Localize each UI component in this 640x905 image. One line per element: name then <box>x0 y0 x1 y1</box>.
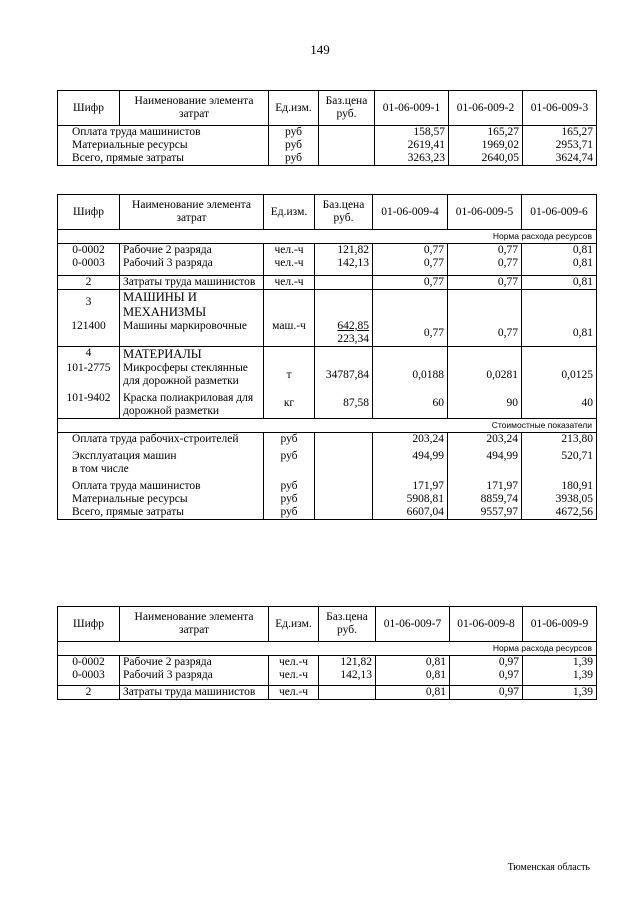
row-value: 0,77 <box>448 244 522 258</box>
row-value: 60 <box>373 388 448 419</box>
resource-table-2 <box>57 194 597 520</box>
table-row <box>58 669 597 686</box>
norm-label-row <box>58 230 597 244</box>
cost-value: 520,71 <box>522 446 597 463</box>
row-unit: руб <box>269 126 319 140</box>
cost-value: 180,91 <box>522 480 597 493</box>
row-name: Машины маркировочные <box>120 320 264 347</box>
row-name: Оплата труда машинистов <box>58 126 269 140</box>
row-value: 0,81 <box>522 257 597 276</box>
table-row <box>58 362 597 388</box>
table-row <box>58 656 597 670</box>
cost-value: 494,99 <box>448 446 522 463</box>
header-code: Шифр <box>58 91 120 126</box>
row-value: 165,27 <box>449 126 523 140</box>
table-row <box>58 152 597 166</box>
cost-value: 203,24 <box>448 433 522 447</box>
row-value: 0,97 <box>450 656 523 670</box>
header-price: Баз.цена руб. <box>315 195 373 230</box>
row-code: 0-0002 <box>58 244 120 258</box>
row-value: 0,77 <box>373 257 448 276</box>
row-name: Рабочие 2 разряда <box>120 656 269 670</box>
header-unit: Ед.изм. <box>269 91 319 126</box>
cost-value: 6607,04 <box>373 506 448 520</box>
header-unit: Ед.изм. <box>269 607 319 642</box>
resource-table-1 <box>57 90 597 166</box>
row-value: 0,81 <box>522 320 597 347</box>
header-col: 01-06-009-1 <box>375 91 449 126</box>
cost-row <box>58 480 597 493</box>
header-code: Шифр <box>58 195 120 230</box>
cost-value: 171,97 <box>448 480 522 493</box>
row-value: 3263,23 <box>375 152 449 166</box>
cost-unit: руб <box>264 446 315 463</box>
header-name: Наименование элемента затрат <box>120 607 269 642</box>
table-row <box>58 388 597 419</box>
row-price: 121,82 <box>319 656 376 670</box>
row-code: 101-9402 <box>58 388 120 419</box>
row-name: Микросферы стеклянные для дорожной разметки <box>120 362 264 388</box>
row-unit: чел.-ч <box>269 669 319 686</box>
footer-region-label: Тюменская область <box>507 862 590 873</box>
row-code: 0-0003 <box>58 257 120 276</box>
table-header-row <box>58 91 597 126</box>
row-code: 0-0002 <box>58 656 120 670</box>
row-price: 142,13 <box>315 257 373 276</box>
row-code: 2 <box>58 686 120 700</box>
row-value: 40 <box>522 388 597 419</box>
table-header-row <box>58 607 597 642</box>
cost-unit: руб <box>264 493 315 506</box>
cost-unit: руб <box>264 506 315 520</box>
row-value: 0,0125 <box>522 362 597 388</box>
section-code: 4 <box>58 347 120 363</box>
section-row <box>58 347 597 363</box>
norm-label: Норма расхода ресурсов <box>58 230 597 244</box>
row-value: 0,97 <box>450 669 523 686</box>
cost-label: Стоимостные показатели <box>373 419 597 433</box>
table-row <box>58 139 597 152</box>
header-col: 01-06-009-3 <box>523 91 597 126</box>
cost-value: 4672,56 <box>522 506 597 520</box>
row-value: 165,27 <box>523 126 597 140</box>
row-code: 2 <box>58 276 120 290</box>
row-name: Затраты труда машинистов <box>120 686 269 700</box>
header-name: Наименование элемента затрат <box>120 195 264 230</box>
row-code: 121400 <box>58 320 120 347</box>
row-name: Материальные ресурсы <box>58 139 269 152</box>
section-title: МАТЕРИАЛЫ <box>120 347 264 363</box>
header-col: 01-06-009-9 <box>523 607 597 642</box>
row-name: Краска полиакриловая для дорожной разметки <box>120 388 264 419</box>
cost-unit: руб <box>264 480 315 493</box>
row-unit: кг <box>264 388 315 419</box>
row-unit: чел.-ч <box>269 686 319 700</box>
row-price: 34787,84 <box>315 362 373 388</box>
cost-value: 3938,05 <box>522 493 597 506</box>
header-unit: Ед.изм. <box>264 195 315 230</box>
norm-label: Норма расхода ресурсов <box>58 642 597 656</box>
price-secondary: 223,34 <box>337 333 369 345</box>
cost-row <box>58 493 597 506</box>
row-value: 0,81 <box>522 276 597 290</box>
row-unit: руб <box>269 152 319 166</box>
row-unit: руб <box>269 139 319 152</box>
cost-name: Эксплуатация машин <box>58 446 264 463</box>
row-value: 0,81 <box>376 669 450 686</box>
row-value: 2953,71 <box>523 139 597 152</box>
row-value: 1969,02 <box>449 139 523 152</box>
row-value: 158,57 <box>375 126 449 140</box>
row-value: 2619,41 <box>375 139 449 152</box>
section-row <box>58 290 597 321</box>
row-name: Рабочие 2 разряда <box>120 244 264 258</box>
cost-label-row <box>58 419 597 433</box>
cost-value: 171,97 <box>373 480 448 493</box>
row-unit: чел.-ч <box>264 276 315 290</box>
cost-value: 494,99 <box>373 446 448 463</box>
cost-value: 5908,81 <box>373 493 448 506</box>
table-row <box>58 320 597 347</box>
cost-value: 9557,97 <box>448 506 522 520</box>
row-value: 0,81 <box>376 656 450 670</box>
cost-unit: руб <box>264 433 315 447</box>
header-price: Баз.цена руб. <box>319 91 375 126</box>
row-name: Рабочий 3 разряда <box>120 257 264 276</box>
row-value: 1,39 <box>523 686 597 700</box>
row-value: 0,77 <box>373 320 448 347</box>
row-name: Всего, прямые затраты <box>58 152 269 166</box>
cost-name: Оплата труда рабочих-строителей <box>58 433 264 447</box>
table-row <box>58 126 597 140</box>
row-value: 1,39 <box>523 669 597 686</box>
header-col: 01-06-009-2 <box>449 91 523 126</box>
header-name: Наименование элемента затрат <box>120 91 269 126</box>
row-value: 0,77 <box>448 276 522 290</box>
row-price: 142,13 <box>319 669 376 686</box>
row-value: 90 <box>448 388 522 419</box>
row-price: 121,82 <box>315 244 373 258</box>
resource-table-3 <box>57 606 597 700</box>
row-value: 0,77 <box>448 257 522 276</box>
page-number: 149 <box>310 42 330 57</box>
header-col: 01-06-009-8 <box>450 607 523 642</box>
table-row <box>58 686 597 700</box>
row-unit: т <box>264 362 315 388</box>
table-row <box>58 257 597 276</box>
header-col: 01-06-009-5 <box>448 195 522 230</box>
cost-value: 203,24 <box>373 433 448 447</box>
table-header-row <box>58 195 597 230</box>
cost-value: 213,80 <box>522 433 597 447</box>
header-col: 01-06-009-7 <box>376 607 450 642</box>
row-unit: чел.-ч <box>264 257 315 276</box>
row-value: 0,97 <box>450 686 523 700</box>
row-code: 101-2775 <box>58 362 120 388</box>
row-unit: чел.-ч <box>269 656 319 670</box>
row-code: 0-0003 <box>58 669 120 686</box>
table-row <box>58 244 597 258</box>
row-value: 3624,74 <box>523 152 597 166</box>
row-value: 0,0188 <box>373 362 448 388</box>
table-row <box>58 276 597 290</box>
cost-row <box>58 433 597 447</box>
row-value: 2640,05 <box>449 152 523 166</box>
row-value: 0,77 <box>373 276 448 290</box>
header-col: 01-06-009-4 <box>373 195 448 230</box>
row-value: 0,81 <box>522 244 597 258</box>
section-code: 3 <box>58 290 120 321</box>
section-title: МАШИНЫ И МЕХАНИЗМЫ <box>120 290 264 321</box>
cost-row <box>58 506 597 520</box>
cost-name: в том числе <box>58 463 264 480</box>
cost-name: Оплата труда машинистов <box>58 480 264 493</box>
row-value: 0,77 <box>448 320 522 347</box>
row-value: 0,77 <box>373 244 448 258</box>
row-name: Затраты труда машинистов <box>120 276 264 290</box>
cost-value: 8859,74 <box>448 493 522 506</box>
row-unit: маш.-ч <box>264 320 315 347</box>
cost-row <box>58 463 597 480</box>
header-price: Баз.цена руб. <box>319 607 376 642</box>
row-price <box>315 320 373 347</box>
header-col: 01-06-009-6 <box>522 195 597 230</box>
row-value: 0,0281 <box>448 362 522 388</box>
row-price: 87,58 <box>315 388 373 419</box>
cost-row <box>58 446 597 463</box>
row-unit: чел.-ч <box>264 244 315 258</box>
norm-label-row <box>58 642 597 656</box>
row-value: 0,81 <box>376 686 450 700</box>
row-name: Рабочий 3 разряда <box>120 669 269 686</box>
price-underlined: 642,85 <box>337 320 369 332</box>
cost-name: Материальные ресурсы <box>58 493 264 506</box>
row-value: 1,39 <box>523 656 597 670</box>
cost-name: Всего, прямые затраты <box>58 506 264 520</box>
header-code: Шифр <box>58 607 120 642</box>
